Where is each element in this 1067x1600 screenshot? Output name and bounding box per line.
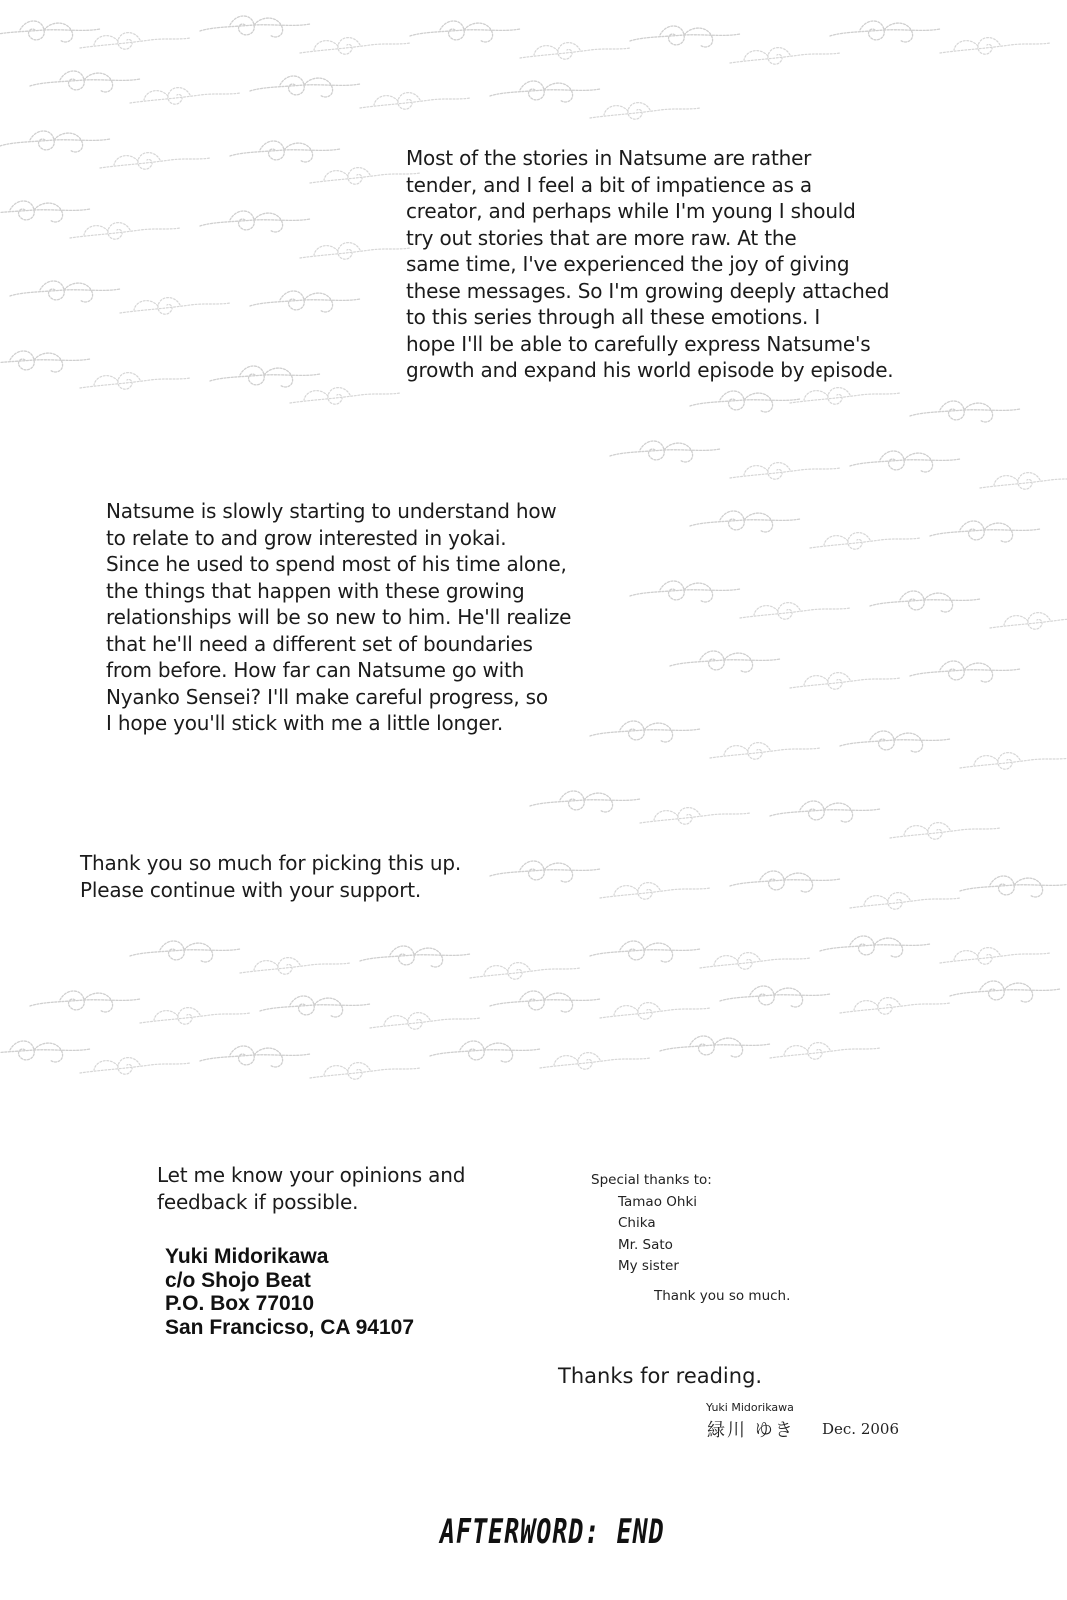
text-line: Natsume is slowly starting to understand how [106, 499, 557, 523]
text-line: same time, I've experienced the joy of giving [406, 252, 850, 276]
special-thanks-list [618, 1192, 790, 1278]
cloud-band-right [490, 388, 1067, 910]
cloud-band-bottom [0, 936, 1060, 1079]
list-item: Mr. Sato [618, 1236, 673, 1253]
special-thanks-closing: Thank you so much. [654, 1287, 791, 1304]
text-line: Nyanko Sensei? I'll make careful progress, so [106, 684, 548, 709]
text-line: hope I'll be able to carefully express Natsume's [406, 331, 871, 356]
text-line: that he'll need a different set of boundaries [106, 631, 533, 656]
text-line: Please continue with your support. [80, 877, 422, 902]
special-thanks-heading: Special thanks to: [591, 1172, 712, 1188]
text-line: Thank you so much for picking this up. [80, 851, 462, 875]
address-line: P.O. Box 77010 [165, 1292, 315, 1315]
list-item: Tamao Ohki [618, 1193, 698, 1210]
text-line: these messages. So I'm growing deeply attached [406, 278, 890, 303]
signature-japanese: 緑川 ゆき [707, 1420, 795, 1441]
paragraph-natsume-stories [406, 145, 893, 384]
text-line: I hope you'll stick with me a little longer. [106, 711, 503, 735]
text-line: Let me know your opinions and [157, 1163, 466, 1187]
special-thanks [591, 1170, 790, 1307]
text-line: creator, and perhaps while I'm young I should [406, 199, 856, 223]
list-item: Chika [618, 1215, 656, 1231]
text-line: from before. How far can Natsume go with [106, 658, 525, 682]
address-line: San Francicso, CA 94107 [165, 1315, 415, 1339]
text-line: try out stories that are more raw. At the [406, 225, 797, 250]
text-line: to this series through all these emotions. I [406, 305, 821, 329]
signature-date: Dec. 2006 [822, 1420, 900, 1438]
text-line: the things that happen with these growing [106, 578, 525, 603]
paragraph-thank-you [80, 850, 461, 903]
text-line: growth and expand his world episode by episode. [406, 358, 894, 382]
text-line: relationships will be so new to him. He'll realize [106, 605, 572, 629]
text-line: Since he used to spend most of his time alone, [106, 552, 567, 576]
afterword-end-mark: AFTERWORD: END [440, 1512, 665, 1552]
signature-romaji: Yuki Midorikawa [706, 1401, 794, 1414]
feedback-request [157, 1162, 465, 1215]
list-item: My sister [618, 1258, 679, 1274]
paragraph-natsume-yokai [106, 498, 571, 737]
address-line: Yuki Midorikawa [165, 1245, 329, 1268]
address-line: c/o Shojo Beat [165, 1268, 311, 1292]
text-line: feedback if possible. [157, 1189, 359, 1214]
mailing-address [165, 1245, 414, 1339]
text-line: tender, and I feel a bit of impatience as a [406, 172, 812, 197]
text-line: Most of the stories in Natsume are rather [406, 146, 812, 170]
thanks-for-reading: Thanks for reading. [558, 1364, 763, 1388]
text-line: to relate to and grow interested in yokai. [106, 525, 507, 550]
